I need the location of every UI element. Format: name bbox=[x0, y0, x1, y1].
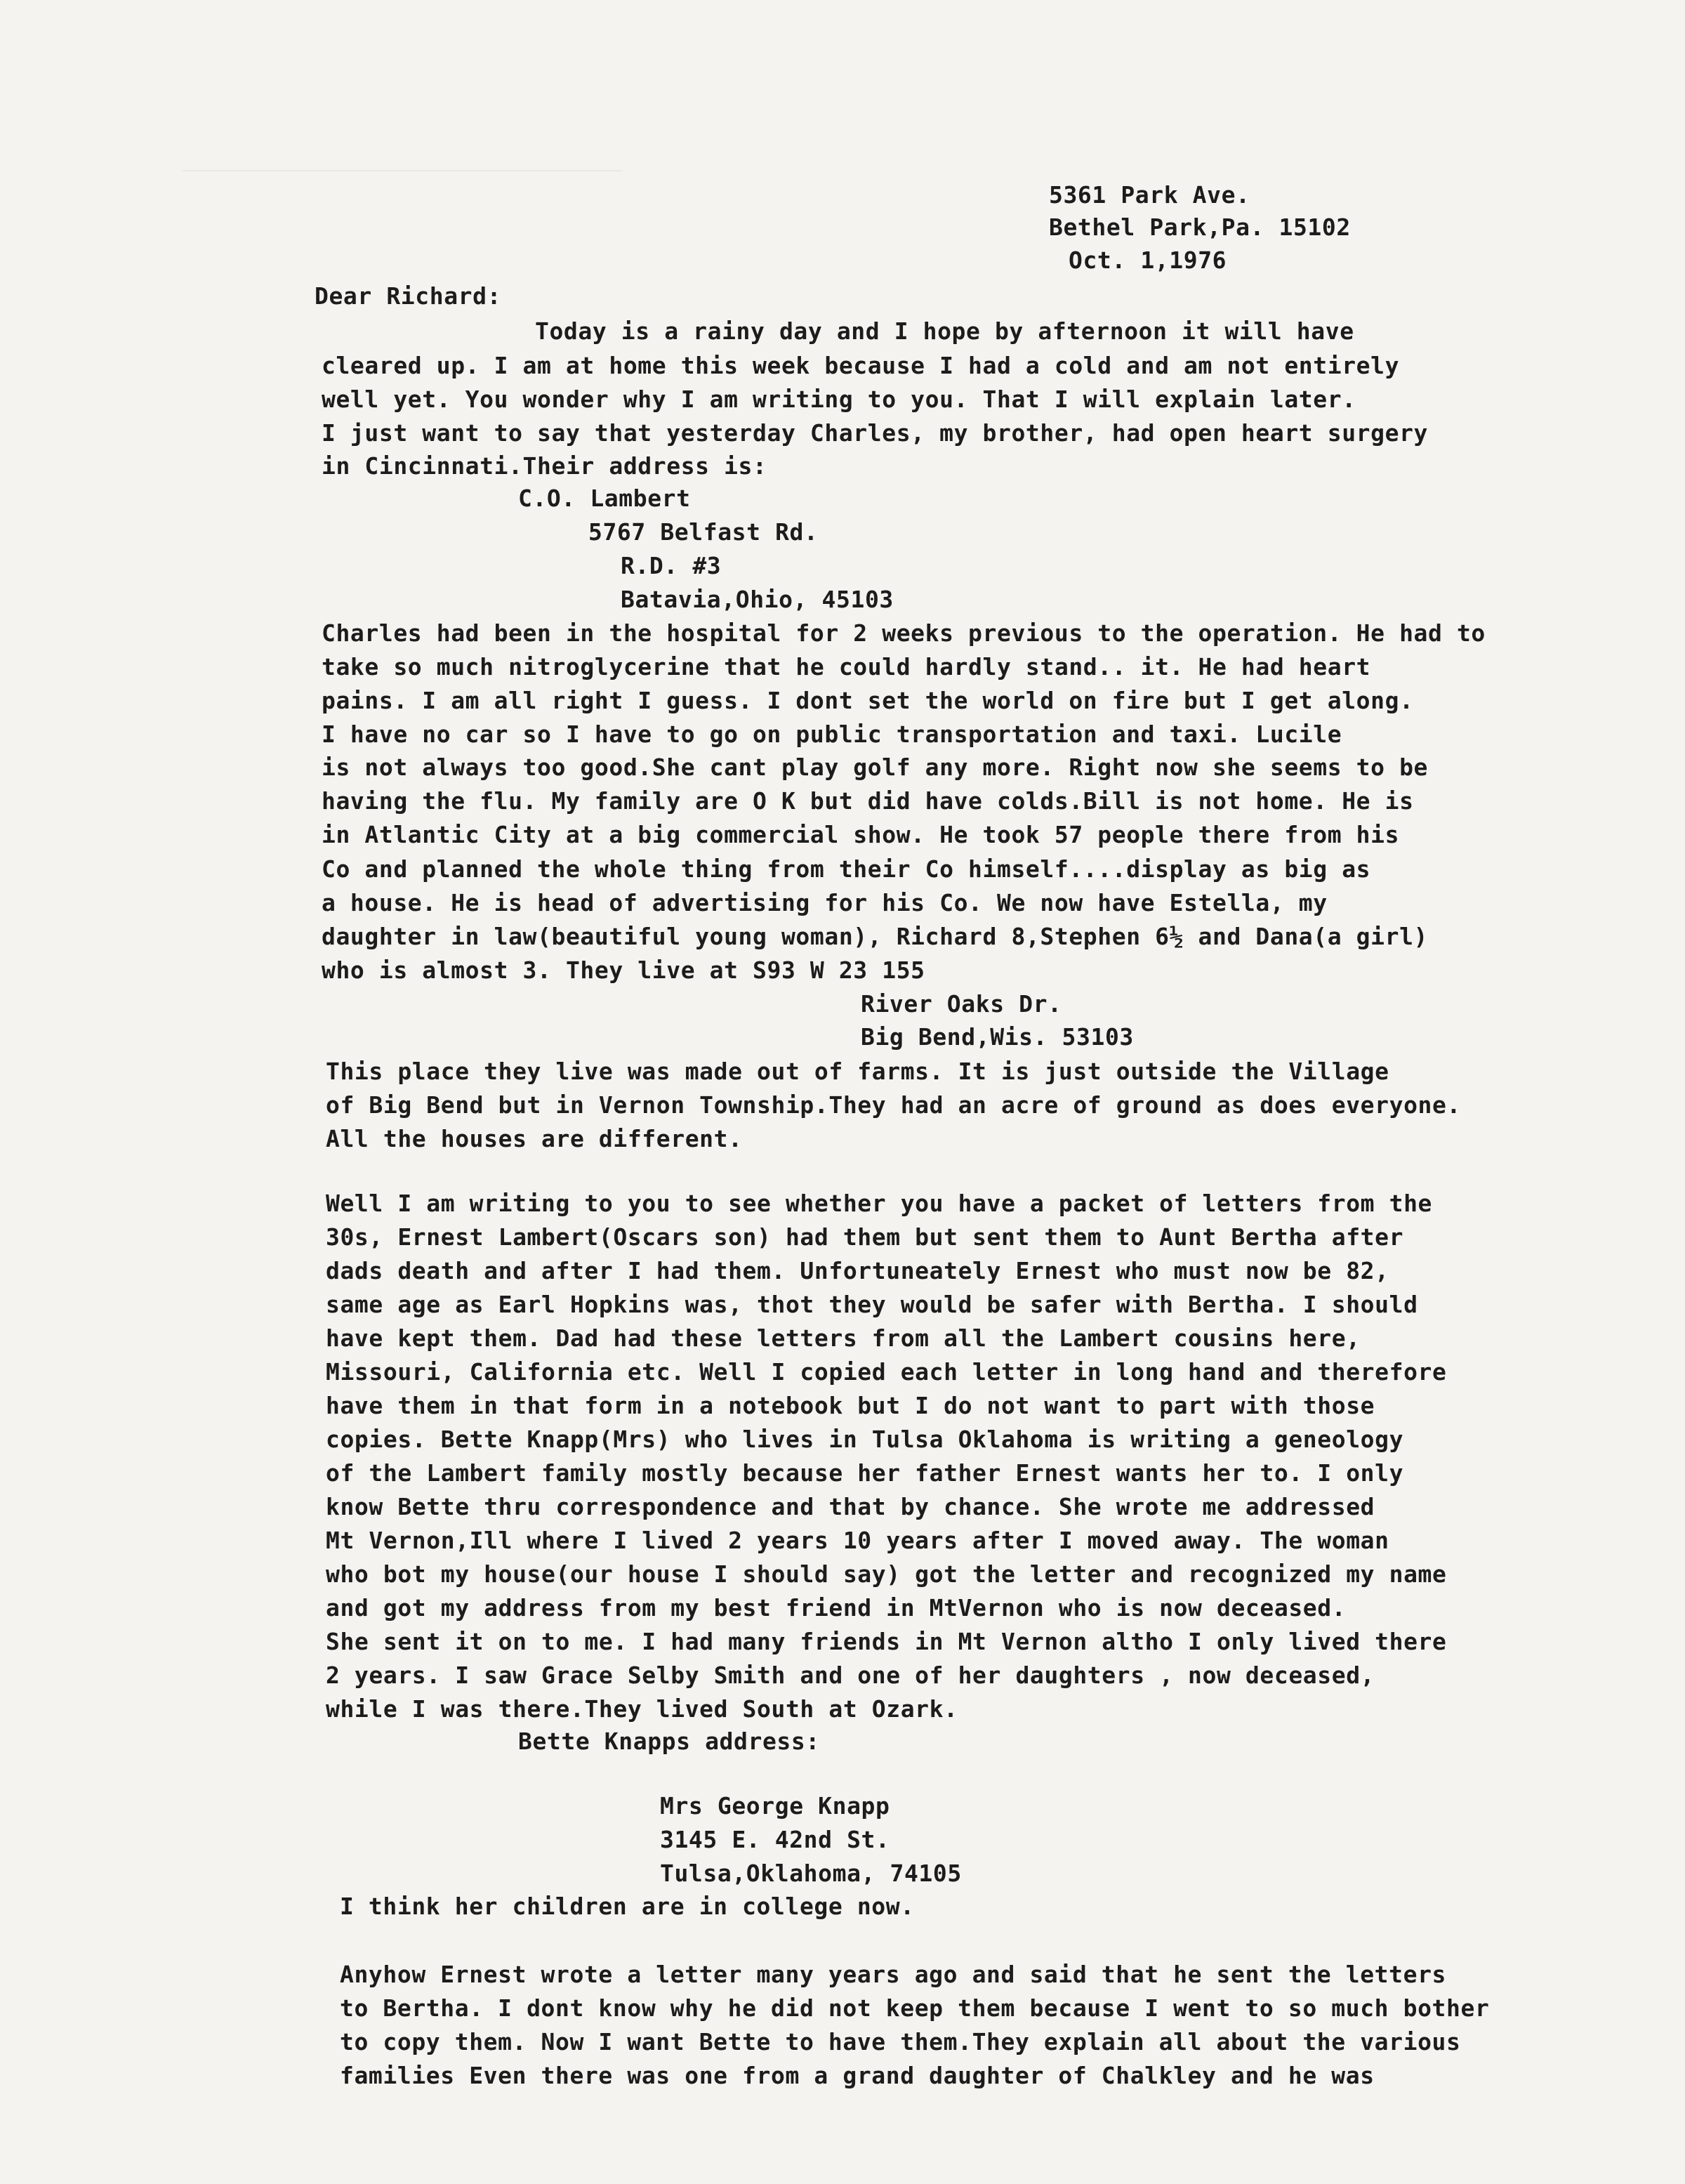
para2-line: Co and planned the whole thing from their Co himself....display as big as bbox=[322, 855, 1371, 883]
para5-line: families Even there was one from a grand daughter of Chalkley and he was bbox=[340, 2062, 1375, 2089]
para2-line: who is almost 3. They live at S93 W 23 155 bbox=[322, 956, 925, 984]
address2-line: River Oaks Dr. bbox=[861, 990, 1062, 1018]
para5-line: Anyhow Ernest wrote a letter many years ago and said that he sent the letters bbox=[340, 1961, 1447, 1988]
para3-line: All the houses are different. bbox=[326, 1125, 743, 1152]
para2-line: having the flu. My family are O K but did have colds.Bill is not home. He is bbox=[322, 787, 1414, 815]
para5-line: to copy them. Now I want Bette to have them.They explain all about the various bbox=[340, 2028, 1461, 2055]
address1-line: R.D. #3 bbox=[621, 552, 722, 579]
para2-line: a house. He is head of advertising for his Co. We now have Estella, my bbox=[322, 889, 1328, 916]
para1-line: Today is a rainy day and I hope by afternoon it will have bbox=[535, 317, 1354, 345]
para4-line: of the Lambert family mostly because her father Ernest wants her to. I only bbox=[326, 1459, 1404, 1487]
para1-line: cleared up. I am at home this week because I had a cold and am not entirely bbox=[322, 352, 1400, 379]
salutation: Dear Richard: bbox=[315, 282, 502, 310]
return-street: 5361 Park Ave. bbox=[1049, 181, 1250, 209]
para3-line: of Big Bend but in Vernon Township.They had an acre of ground as does everyone. bbox=[326, 1091, 1461, 1119]
para2-line: Charles had been in the hospital for 2 weeks previous to the operation. He had to bbox=[322, 619, 1486, 647]
para2-line: daughter in law(beautiful young woman), Richard 8,Stephen 6½ and Dana(a girl) bbox=[322, 923, 1429, 950]
para4-line: Well I am writing to you to see whether you have a packet of letters from the bbox=[326, 1190, 1433, 1217]
para4-line: know Bette thru correspondence and that by chance. She wrote me addressed bbox=[326, 1493, 1375, 1520]
para4-line: 2 years. I saw Grace Selby Smith and one of her daughters , now deceased, bbox=[326, 1662, 1375, 1689]
para4-line: 30s, Ernest Lambert(Oscars son) had them but sent them to Aunt Bertha after bbox=[326, 1223, 1404, 1251]
address3-line: Mrs George Knapp bbox=[660, 1792, 890, 1820]
para4-line: while I was there.They lived South at Ozark. bbox=[326, 1695, 958, 1723]
address3-line: Tulsa,Oklahoma, 74105 bbox=[660, 1860, 962, 1887]
para4-line: She sent it on to me. I had many friends in Mt Vernon altho I only lived there bbox=[326, 1628, 1447, 1655]
para5-line: to Bertha. I dont know why he did not keep them because I went to so much bother bbox=[340, 1994, 1490, 2022]
para1-line: I just want to say that yesterday Charles, my brother, had open heart surgery bbox=[322, 419, 1429, 447]
para3-line: This place they live was made out of farms. It is just outside the Village bbox=[326, 1058, 1389, 1085]
letter-date: Oct. 1,1976 bbox=[1069, 246, 1227, 274]
bleed-through-texture bbox=[183, 154, 1516, 188]
para2-line: is not always too good.She cant play golf any more. Right now she seems to be bbox=[322, 754, 1429, 781]
para4-line: same age as Earl Hopkins was, thot they would be safer with Bertha. I should bbox=[326, 1291, 1418, 1318]
address1-line: 5767 Belfast Rd. bbox=[588, 518, 819, 546]
address2-line: Big Bend,Wis. 53103 bbox=[861, 1023, 1134, 1051]
return-city: Bethel Park,Pa. 15102 bbox=[1049, 213, 1351, 241]
para2-line: in Atlantic City at a big commercial show. He took 57 people there from his bbox=[322, 821, 1400, 848]
address1-line: Batavia,Ohio, 45103 bbox=[621, 586, 894, 613]
para4-line: copies. Bette Knapp(Mrs) who lives in Tulsa Oklahoma is writing a geneology bbox=[326, 1426, 1404, 1453]
para2-line: pains. I am all right I guess. I dont set the world on fire but I get along. bbox=[322, 687, 1414, 714]
bette-address-label: Bette Knapps address: bbox=[518, 1728, 820, 1755]
para4-line: dads death and after I had them. Unfortuneately Ernest who must now be 82, bbox=[326, 1257, 1389, 1284]
para4-line: who bot my house(our house I should say) got the letter and recognized my name bbox=[326, 1560, 1447, 1588]
para4-line: have them in that form in a notebook but I do not want to part with those bbox=[326, 1392, 1375, 1419]
para1-line: well yet. You wonder why I am writing to you. That I will explain later. bbox=[322, 386, 1356, 413]
para2-line: I have no car so I have to go on public transportation and taxi. Lucile bbox=[322, 721, 1342, 748]
children-note: I think her children are in college now. bbox=[340, 1893, 915, 1920]
para2-line: take so much nitroglycerine that he could hardly stand.. it. He had heart bbox=[322, 653, 1371, 680]
para1-line: in Cincinnati.Their address is: bbox=[322, 452, 767, 480]
address3-line: 3145 E. 42nd St. bbox=[660, 1826, 890, 1853]
para4-line: Mt Vernon,Ill where I lived 2 years 10 years after I moved away. The woman bbox=[326, 1527, 1389, 1554]
address1-line: C.O. Lambert bbox=[518, 485, 691, 512]
para4-line: have kept them. Dad had these letters from all the Lambert cousins here, bbox=[326, 1324, 1361, 1352]
para4-line: and got my address from my best friend in MtVernon who is now deceased. bbox=[326, 1594, 1347, 1621]
para4-line: Missouri, California etc. Well I copied each letter in long hand and therefore bbox=[326, 1358, 1447, 1386]
